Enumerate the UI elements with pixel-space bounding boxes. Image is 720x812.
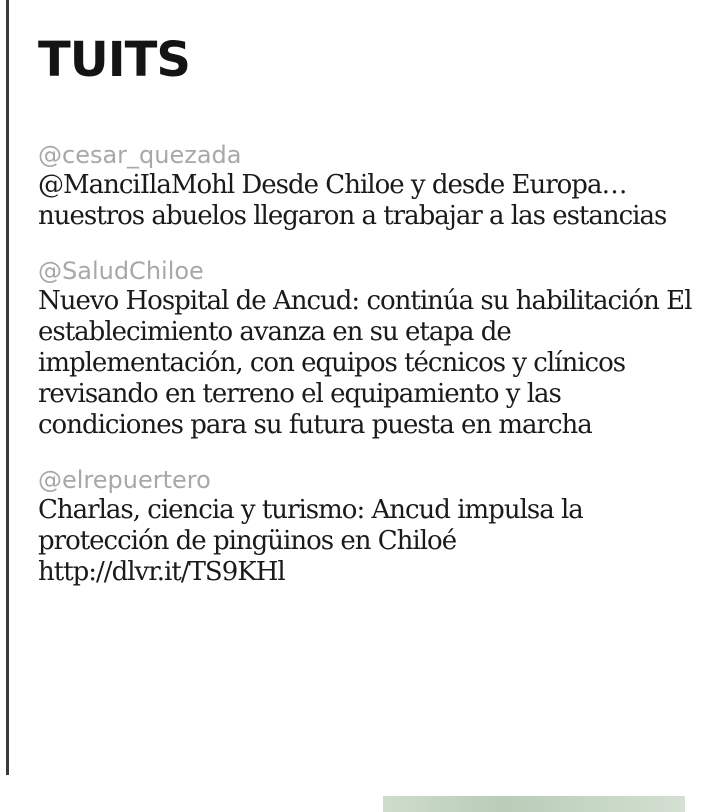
column-divider — [6, 0, 9, 775]
photo-fragment — [383, 796, 685, 812]
tweet-item — [38, 140, 708, 232]
tweet-handle: @cesar_quezada — [38, 141, 242, 169]
tweet-item — [38, 465, 708, 588]
tweet-handle: @SaludChiloe — [38, 257, 204, 285]
section-title: TUITS — [38, 32, 190, 88]
tweet-text: Charlas, ciencia y turismo: Ancud impulsa la protección de pingüinos en Chiloé http://dlvr.it/TS9KHl — [38, 495, 583, 587]
tweet-list — [38, 140, 708, 612]
tweet-text: @ManciIlaMohl Desde Chiloe y desde Europa… nuestros abuelos llegaron a trabajar a las estancias — [38, 170, 667, 231]
tweet-item — [38, 256, 708, 441]
tweet-text: Nuevo Hospital de Ancud: continúa su habilitación El establecimiento avanza en su etapa de implementación, con equipos técnicos y clínicos revisando en terreno el equipamiento y las condiciones para su futura puesta en marcha — [38, 286, 692, 440]
tweet-handle: @elrepuertero — [38, 466, 211, 494]
